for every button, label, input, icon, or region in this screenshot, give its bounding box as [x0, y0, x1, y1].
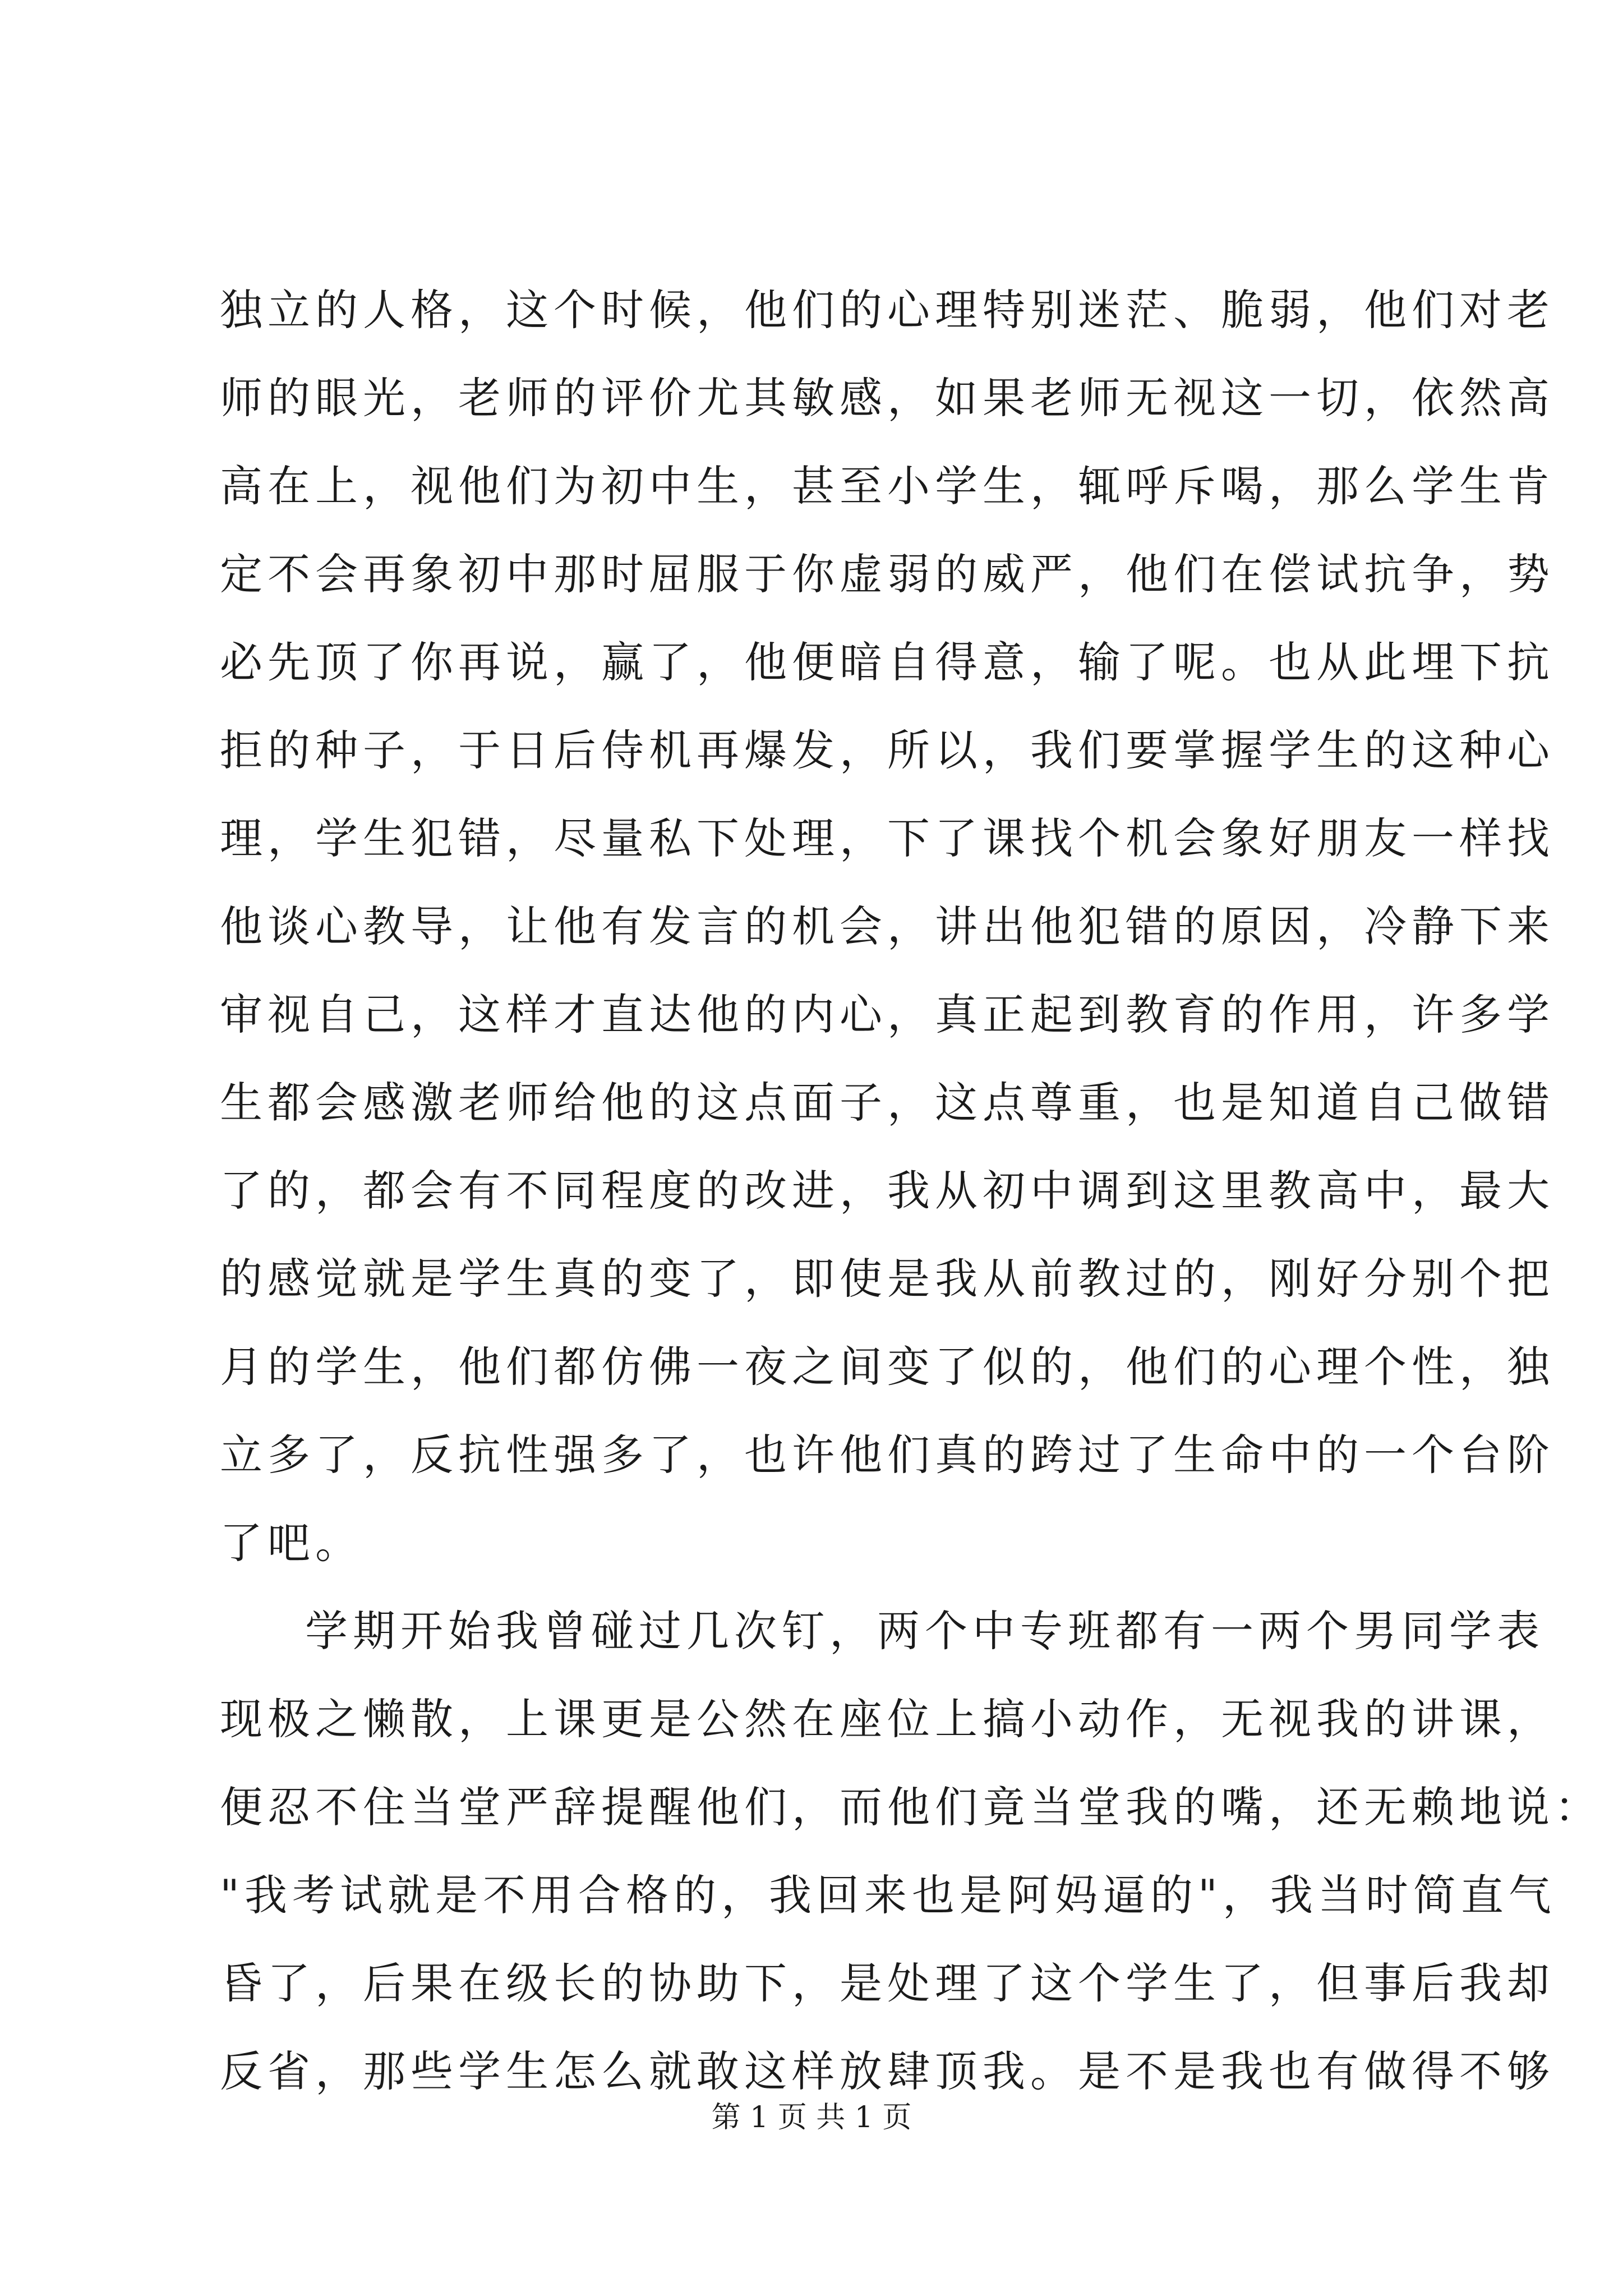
text-line: 拒的种子，于日后侍机再爆发，所以，我们要掌握学生的这种心 [220, 725, 1555, 775]
text-line: 他谈心教导，让他有发言的机会，讲出他犯错的原因，冷静下来 [220, 901, 1555, 951]
page-number-label: 第 1 页 共 1 页 [711, 2101, 912, 2134]
text-line: 立多了，反抗性强多了，也许他们真的跨过了生命中的一个台阶 [220, 1430, 1555, 1480]
body-text [220, 266, 1602, 2115]
text-line: 必先顶了你再说，赢了，他便暗自得意，输了呢。也从此埋下抗 [220, 637, 1555, 687]
text-line: 的感觉就是学生真的变了，即使是我从前教过的，刚好分别个把 [220, 1254, 1555, 1304]
text-line: 理，学生犯错，尽量私下处理，下了课找个机会象好朋友一样找 [220, 813, 1555, 863]
text-line: 便忍不住当堂严辞提醒他们，而他们竟当堂我的嘴，还无赖地说： [220, 1782, 1602, 1832]
text-line: 审视自己，这样才直达他的内心，真正起到教育的作用，许多学 [220, 990, 1555, 1039]
text-line: 了的，都会有不同程度的改进，我从初中调到这里教高中，最大 [220, 1166, 1555, 1216]
text-line: 高在上，视他们为初中生，甚至小学生，辄呼斥喝，那么学生肯 [220, 461, 1555, 511]
text-line: 定不会再象初中那时屈服于你虚弱的威严，他们在偿试抗争，势 [220, 549, 1555, 599]
text-line: 独立的人格，这个时候，他们的心理特别迷茫、脆弱，他们对老 [220, 285, 1555, 335]
text-line: 现极之懒散，上课更是公然在座位上搞小动作，无视我的讲课， [220, 1694, 1555, 1744]
text-line: 月的学生，他们都仿佛一夜之间变了似的，他们的心理个性，独 [220, 1342, 1555, 1392]
text-line: 昏了，后果在级长的协助下，是处理了这个学生了，但事后我却 [220, 1958, 1555, 2008]
text-line: 学期开始我曾碰过几次钉，两个中专班都有一两个男同学表 [305, 1606, 1544, 1656]
text-line: 师的眼光，老师的评价尤其敏感，如果老师无视这一切，依然高 [220, 373, 1555, 423]
text-line: 生都会感激老师给他的这点面子，这点尊重，也是知道自己做错 [220, 1078, 1555, 1128]
text-line: 了吧。 [220, 1518, 363, 1568]
text-line: 反省，那些学生怎么就敢这样放肆顶我。是不是我也有做得不够 [220, 2046, 1555, 2096]
page-footer [0, 2098, 1623, 2137]
text-line: "我考试就是不用合格的，我回来也是阿妈逼的"，我当时简直气 [220, 1870, 1556, 1920]
